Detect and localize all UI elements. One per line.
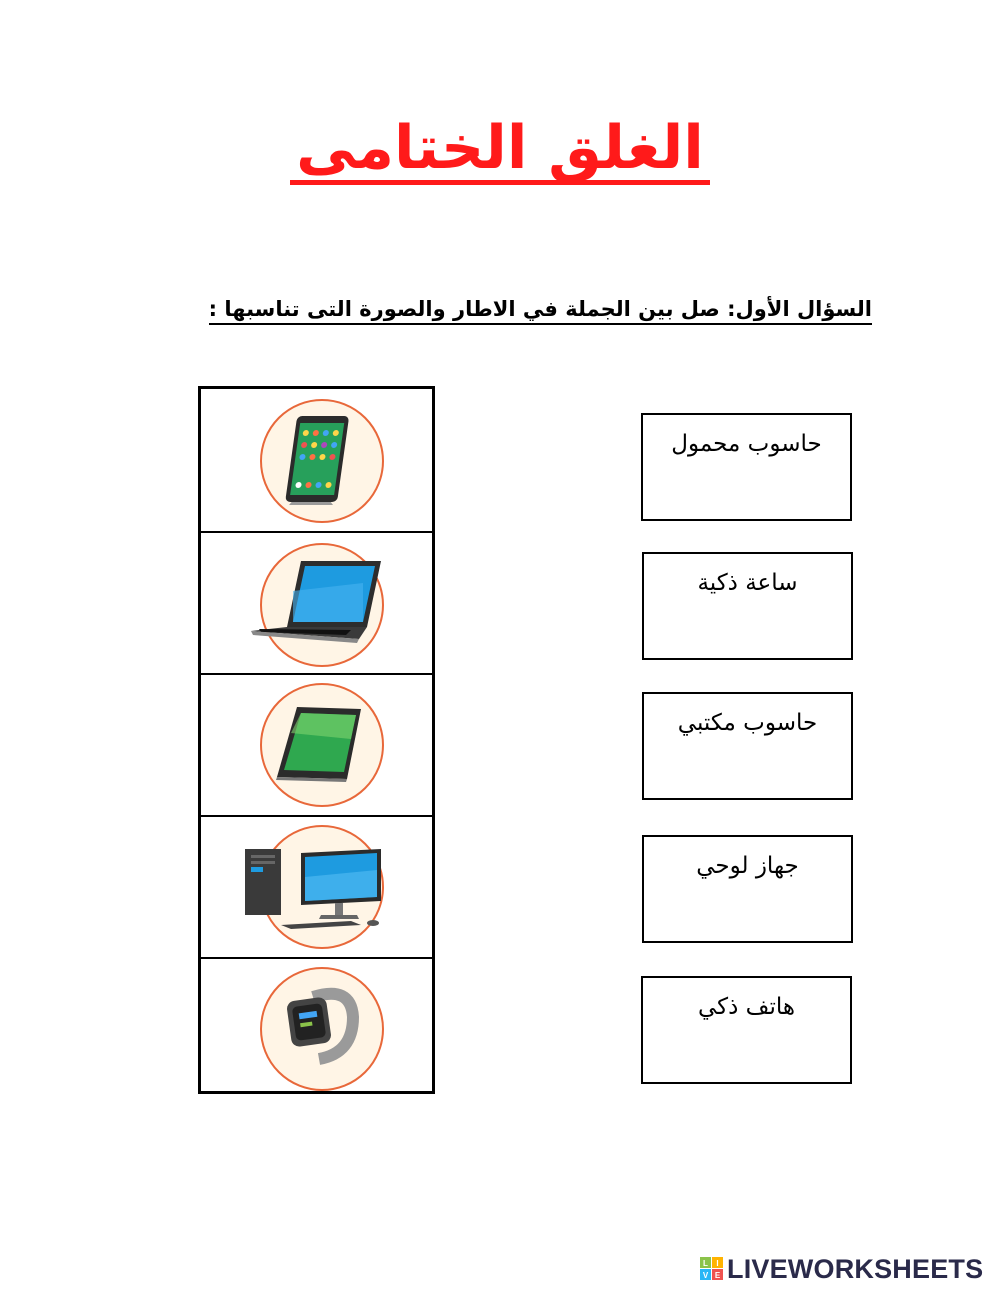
question-heading (190, 297, 872, 321)
word-label: حاسوب محمول (671, 431, 822, 457)
desktop-computer-image (201, 815, 432, 957)
image-cell[interactable] (201, 531, 432, 675)
svg-text:V: V (702, 1271, 709, 1280)
smartwatch-image (201, 957, 432, 1099)
word-label: جهاز لوحي (696, 853, 799, 879)
svg-text:E: E (714, 1271, 721, 1280)
word-box[interactable] (641, 976, 852, 1084)
word-box[interactable] (642, 552, 853, 660)
word-box[interactable] (641, 413, 852, 521)
liveworksheets-logo-icon (700, 1257, 724, 1281)
page-title (0, 113, 1000, 185)
tablet-image (201, 673, 432, 815)
laptop-image (201, 531, 432, 673)
smartphone-image (201, 389, 432, 531)
image-cell[interactable] (201, 673, 432, 817)
word-label: حاسوب مكتبي (677, 710, 818, 736)
word-label: ساعة ذكية (697, 570, 798, 596)
svg-text:L: L (703, 1259, 708, 1268)
word-box[interactable] (642, 692, 853, 800)
image-cell[interactable] (201, 815, 432, 959)
brand-text: LIVEWORKSHEETS (727, 1253, 984, 1284)
title-text: الغلق الختامى (290, 118, 710, 185)
image-cell[interactable] (201, 957, 432, 1099)
image-column (198, 386, 435, 1094)
word-label: هاتف ذكي (697, 994, 796, 1020)
liveworksheets-brand (700, 1254, 983, 1284)
question-text: السؤال الأول: صل بين الجملة في الاطار والصورة التى تناسبها : (209, 297, 872, 325)
word-box[interactable] (642, 835, 853, 943)
svg-text:I: I (716, 1259, 719, 1268)
image-cell[interactable] (201, 389, 432, 533)
